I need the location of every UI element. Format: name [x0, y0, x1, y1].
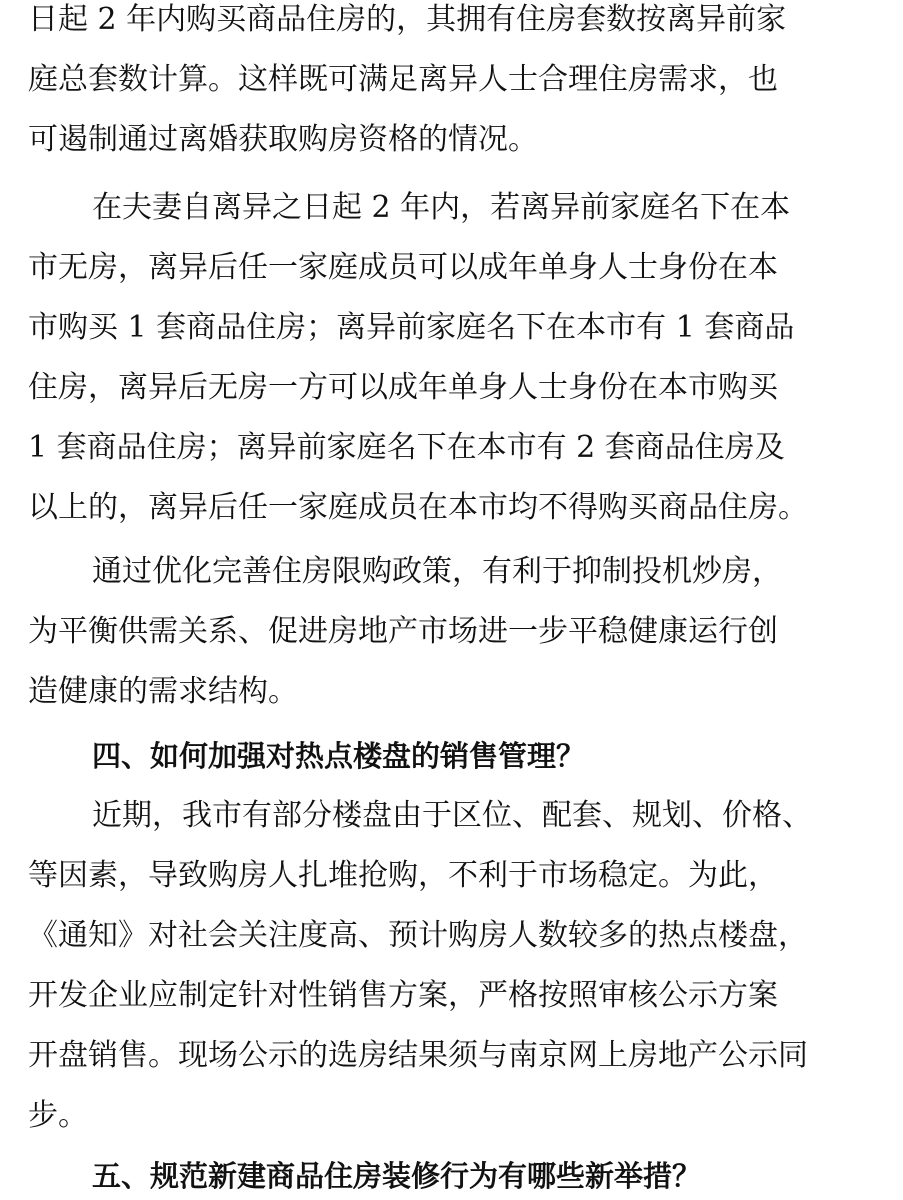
text-line: 造健康的需求结构。: [28, 674, 298, 709]
text-line: 通过优化完善住房限购政策，有利于抑制投机炒房，: [92, 554, 782, 589]
text-line: 可遏制通过离婚获取购房资格的情况。: [28, 122, 538, 157]
text-line: 在夫妻自离异之日起 2 年内，若离异前家庭名下在本: [92, 190, 791, 225]
text-line: 1 套商品住房；离异前家庭名下在本市有 2 套商品住房及: [28, 430, 785, 465]
section-heading: 五、规范新建商品住房装修行为有哪些新举措？: [92, 1159, 702, 1193]
text-line: 庭总套数计算。这样既可满足离异人士合理住房需求，也: [28, 62, 778, 97]
text-line: 近期，我市有部分楼盘由于区位、配套、规划、价格、: [92, 798, 812, 833]
text-line: 步。: [28, 1098, 88, 1133]
text-line: 等因素，导致购房人扎堆抢购，不利于市场稳定。为此，: [28, 858, 778, 893]
text-line: 日起 2 年内购买商品住房的，其拥有住房套数按离异前家: [28, 2, 787, 37]
text-line: 《通知》对社会关注度高、预计购房人数较多的热点楼盘，: [28, 918, 808, 953]
text-line: 市无房，离异后任一家庭成员可以成年单身人士身份在本: [28, 250, 778, 285]
section-heading: 四、如何加强对热点楼盘的销售管理？: [92, 739, 586, 773]
text-line: 市购买 1 套商品住房；离异前家庭名下在本市有 1 套商品: [28, 310, 795, 345]
text-line: 以上的，离异后任一家庭成员在本市均不得购买商品住房。: [28, 490, 808, 525]
text-line: 开发企业应制定针对性销售方案，严格按照审核公示方案: [28, 978, 778, 1013]
text-line: 住房，离异后无房一方可以成年单身人士身份在本市购买: [28, 370, 778, 405]
text-line: 开盘销售。现场公示的选房结果须与南京网上房地产公示同: [28, 1038, 808, 1073]
text-line: 为平衡供需关系、促进房地产市场进一步平稳健康运行创: [28, 614, 778, 649]
